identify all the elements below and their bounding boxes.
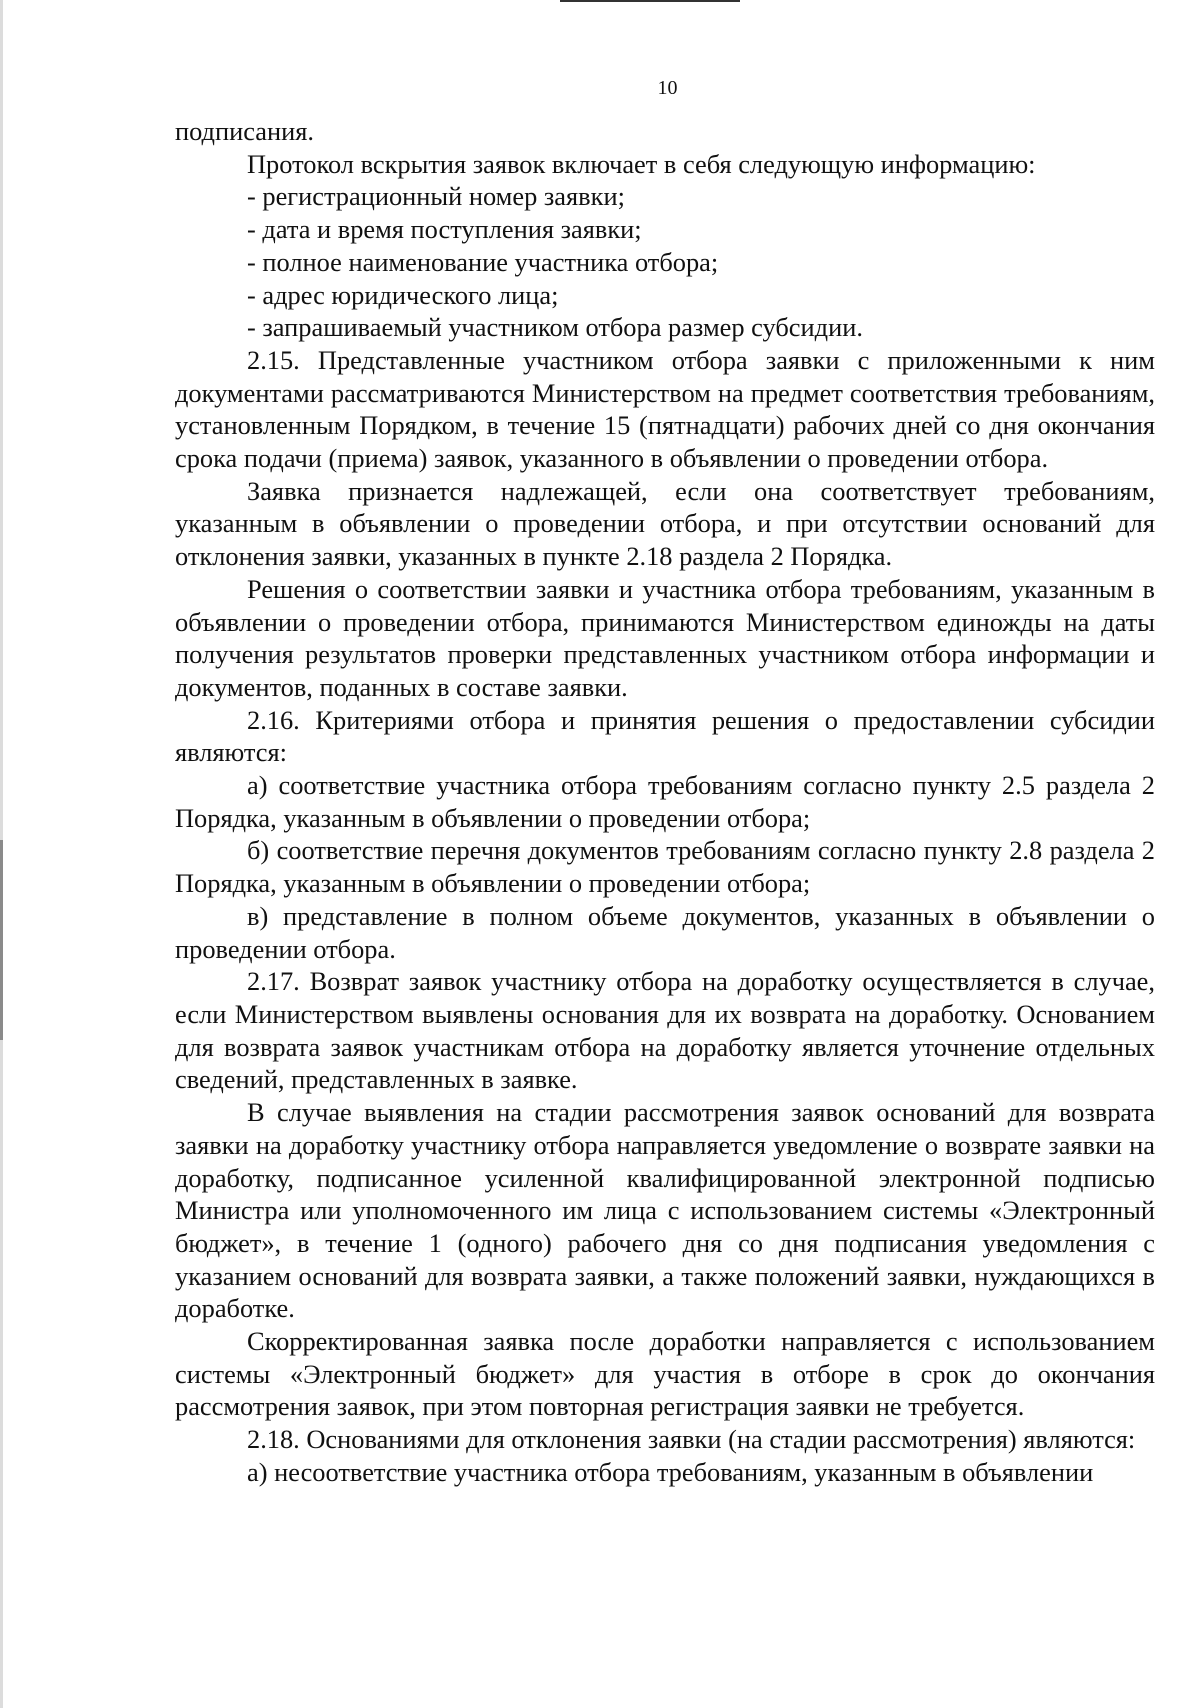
scan-binding-mark — [0, 840, 3, 1040]
paragraph: 2.18. Основаниями для отклонения заявки (на стадии рассмотрения) являются: — [247, 1424, 1136, 1455]
paragraph: Заявка признается надлежащей, если она соответствует требованиям, указанным в объявлении о проведении отбора, и при отсутствии оснований для отклонения заявки, указанных в пункте 2.18 раздела 2 Порядка. — [175, 475, 1155, 572]
list-item: - адрес юридического лица; — [247, 279, 559, 310]
list-item: а) несоответствие участника отбора требованиям, указанным в объявлении — [247, 1456, 1094, 1487]
list-item: - запрашиваемый участником отбора размер субсидии. — [247, 312, 863, 343]
paragraph: подписания. — [175, 116, 314, 146]
list-item: а) соответствие участника отбора требованиям согласно пункту 2.5 раздела 2 Порядка, указанным в объявлении о проведении отбора; — [175, 770, 1155, 833]
page-number: 10 — [657, 77, 678, 99]
list-item: - полное наименование участника отбора; — [247, 246, 719, 277]
list-item: - регистрационный номер заявки; — [247, 181, 625, 212]
paragraph: 2.15. Представленные участником отбора заявки с приложенными к ним документами рассматриваются Министерством на предмет соответствия требованиям, установленным Порядком, в течение 15 (пятнадцати) рабочих дней со дня окончания срока подачи (приема) заявок, указанного в объявлении о проведении отбора. — [175, 344, 1155, 474]
list-item: - дата и время поступления заявки; — [247, 214, 642, 245]
list-item: в) представление в полном объеме документов, указанных в объявлении о проведении отбора. — [175, 900, 1155, 964]
list-item: б) соответствие перечня документов требованиям согласно пункту 2.8 раздела 2 Порядка, указанным в объявлении о проведении отбора; — [175, 835, 1155, 899]
paragraph: В случае выявления на стадии рассмотрения заявок оснований для возврата заявки на доработку участнику отбора направляется уведомление о возврате заявки на доработку, подписанное усиленной квалифицированной электронной подписью Министра или уполномоченного им лица с использованием системы «Электронный бюджет», в течение 1 (одного) рабочего дня со дня подписания уведомления с указанием оснований для возврата заявки, а также положений заявки, нуждающихся в доработке. — [175, 1097, 1155, 1324]
paragraph: Скорректированная заявка после доработки направляется с использованием системы «Электронный бюджет» для участия в отборе в срок до окончания рассмотрения заявок, при этом повторная регистрация заявки не требуется. — [175, 1326, 1155, 1422]
top-rule — [560, 0, 740, 2]
paragraph: Протокол вскрытия заявок включает в себя следующую информацию: — [247, 148, 1036, 179]
document-body — [175, 115, 1155, 1489]
paragraph: 2.16. Критериями отбора и принятия решения о предоставлении субсидии являются: — [175, 704, 1155, 768]
paragraph: 2.17. Возврат заявок участнику отбора на доработку осуществляется в случае, если Министерством выявлены основания для их возврата на доработку. Основанием для возврата заявок участникам отбора на доработку является уточнение отдельных сведений, представленных в заявке. — [175, 966, 1155, 1095]
paragraph: Решения о соответствии заявки и участника отбора требованиям, указанным в объявлении о проведении отбора, принимаются Министерством единожды на даты получения результатов проверки представленных участником отбора информации и документов, поданных в составе заявки. — [175, 573, 1155, 702]
